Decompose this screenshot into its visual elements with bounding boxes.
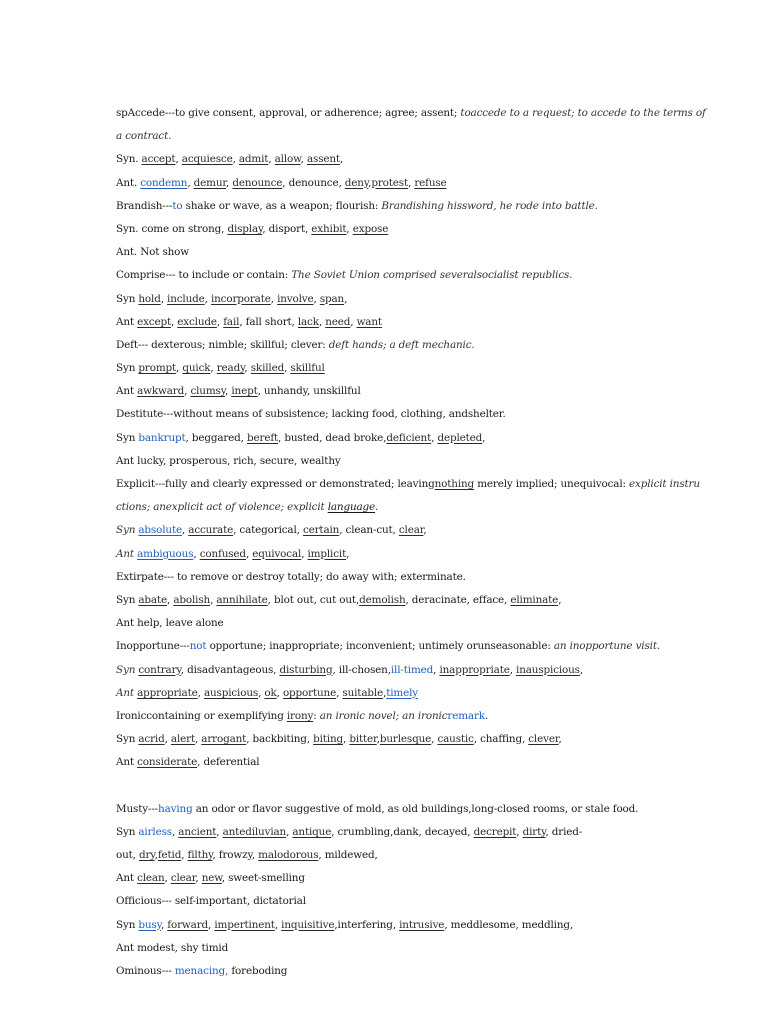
text-line <box>116 890 656 913</box>
text: , fall short, <box>239 315 298 328</box>
styled-text: inquisitive <box>281 918 335 931</box>
text: out, <box>116 849 139 861</box>
text-line <box>116 148 656 171</box>
text: Syn <box>116 431 139 444</box>
text: , busted, dead broke, <box>278 431 387 444</box>
text: Ant help, leave alone <box>116 617 224 630</box>
text: , <box>245 547 253 560</box>
styled-text: accurate <box>188 524 234 537</box>
text-line <box>116 496 656 519</box>
styled-text: accept <box>141 153 176 166</box>
text: , <box>154 849 158 861</box>
styled-text: appropriate <box>137 686 198 699</box>
text: Ant <box>116 756 138 769</box>
styled-text: The Soviet Union comprised severalsocialist republics. <box>291 269 573 282</box>
styled-text: except <box>137 315 171 328</box>
text: Syn <box>116 825 139 838</box>
styled-text: malodorous <box>258 849 319 861</box>
styled-text: Ant <box>116 547 134 560</box>
styled-text: need <box>325 315 351 328</box>
text: , <box>284 362 291 375</box>
styled-text: disturbing <box>279 663 333 676</box>
styled-text: deft hands; a deft mechanic. <box>328 338 475 351</box>
text: an odor or flavor suggestive of mold, as old buildings,long-closed rooms, or stale food. <box>192 802 639 815</box>
styled-text: inept <box>231 385 258 398</box>
text: , <box>350 315 357 328</box>
text: , <box>376 733 380 746</box>
text-line <box>116 728 656 751</box>
text: Deft--- dexterous; nimble; skillful; clever: <box>116 338 329 351</box>
styled-text: admit <box>238 153 269 166</box>
text: , <box>300 153 307 166</box>
text: , <box>276 686 283 699</box>
styled-text: denounce <box>232 176 283 189</box>
text-line <box>116 612 656 635</box>
styled-text: implicit <box>307 547 347 560</box>
styled-text: arrogant <box>201 733 247 746</box>
text: , <box>160 292 168 305</box>
text: , <box>167 593 174 606</box>
text-line <box>116 659 656 682</box>
styled-text: bereft <box>247 431 279 444</box>
styled-text: quick <box>182 362 211 375</box>
styled-text: ready <box>216 362 245 375</box>
text-line <box>116 450 656 473</box>
text: , sweet-smelling <box>221 872 305 885</box>
styled-text: nothing <box>434 478 475 490</box>
text: , meddlesome, meddling, <box>444 918 574 931</box>
text: , disport, <box>262 222 312 235</box>
text-line <box>116 172 656 195</box>
text: Inopportune--- <box>116 640 190 653</box>
styled-text: confused <box>199 547 246 560</box>
styled-text: an inopportune visit. <box>553 640 661 653</box>
styled-text: an ironic novel; an ironic <box>319 709 448 722</box>
styled-text: ill-timed <box>390 663 434 676</box>
styled-text: explicit instru <box>629 478 700 490</box>
text: , <box>558 733 562 746</box>
styled-text: protest <box>371 176 408 189</box>
text-line <box>116 380 656 403</box>
text-line <box>116 334 656 357</box>
text: , deracinate, efface, <box>405 593 511 606</box>
text: foreboding <box>228 964 288 977</box>
styled-text: acrid <box>138 733 165 746</box>
text-line <box>116 914 656 937</box>
text: , <box>170 315 178 328</box>
styled-text: include <box>167 292 205 305</box>
styled-text: busy <box>138 918 161 931</box>
text: , <box>343 733 350 746</box>
styled-text: timely <box>386 686 419 699</box>
styled-text: certain <box>302 524 340 537</box>
styled-text: Syn <box>116 663 136 676</box>
styled-text: deficient <box>386 431 432 444</box>
styled-text: to <box>172 199 183 212</box>
text: , <box>274 918 282 931</box>
text: , <box>193 547 200 560</box>
styled-text: hold <box>138 292 161 305</box>
text: , chaffing, <box>473 733 529 746</box>
text: , ill-chosen, <box>332 663 391 676</box>
text: shake or wave, as a weapon; flourish: <box>182 199 382 212</box>
styled-text: remark <box>447 709 485 722</box>
document-body <box>116 102 706 983</box>
text: opportune; inappropriate; inconvenient; untimely orunseasonable: <box>206 640 554 653</box>
styled-text: decrepit <box>473 825 517 838</box>
styled-text: clear <box>398 524 424 537</box>
styled-text: abate <box>138 593 168 606</box>
text: , categorical, <box>233 524 303 537</box>
styled-text: clear <box>170 872 196 885</box>
text: , disadvantageous, <box>180 663 280 676</box>
text: , <box>516 825 523 838</box>
text: , dried- <box>545 825 583 838</box>
text: Destitute---without means of subsistence; lacking food, clothing, andshelter. <box>116 408 506 421</box>
text: , <box>164 872 171 885</box>
text: , <box>346 222 353 235</box>
styled-text: fetid <box>157 849 182 861</box>
styled-text: demur <box>193 176 227 189</box>
text: Syn <box>116 593 139 606</box>
styled-text: assent <box>306 153 340 166</box>
text-line <box>116 867 656 890</box>
text: Ant modest, shy timid <box>116 941 229 954</box>
styled-text: a contract. <box>116 130 172 143</box>
styled-text: impertinent <box>214 918 275 931</box>
text: , <box>195 872 202 885</box>
text: Syn <box>116 292 139 305</box>
text-line <box>116 125 656 148</box>
text-line <box>116 357 656 380</box>
styled-text: auspicious <box>203 686 259 699</box>
blank-line <box>116 774 656 797</box>
styled-text: lack <box>297 315 319 328</box>
styled-text: clean <box>137 872 165 885</box>
text: merely implied; unequivocal: <box>474 478 630 490</box>
styled-text: annihilate <box>216 593 268 606</box>
text: , <box>181 524 189 537</box>
text: , <box>431 431 438 444</box>
styled-text: clumsy <box>190 385 226 398</box>
text: , <box>368 176 372 189</box>
text-line <box>116 543 656 566</box>
styled-text: ctions; anexplicit act of violence; explicit <box>116 501 328 514</box>
text: Ant <box>116 315 138 328</box>
text: , <box>346 547 350 560</box>
text-line <box>116 311 656 334</box>
text: , <box>286 825 293 838</box>
styled-text: incorporate <box>210 292 271 305</box>
styled-text: caustic <box>437 733 474 746</box>
text: , <box>225 385 232 398</box>
text: Ant. <box>116 176 141 189</box>
text: , deferential <box>197 756 260 769</box>
text: ,interfering, <box>334 918 400 931</box>
styled-text: refuse <box>414 176 447 189</box>
text: , <box>383 686 387 699</box>
text: , <box>197 686 204 699</box>
text-line <box>116 705 656 728</box>
text: , beggared, <box>185 431 247 444</box>
text: , <box>204 292 211 305</box>
text-line <box>116 195 656 218</box>
text: Ironiccontaining or exemplifying <box>116 709 287 722</box>
styled-text: absolute <box>138 524 182 537</box>
styled-text: prompt <box>138 362 177 375</box>
text: Officious--- self-important, dictatorial <box>116 895 306 908</box>
styled-text: opportune <box>282 686 337 699</box>
styled-text: toaccede to a request; to accede to the terms of <box>460 107 706 119</box>
styled-text: display <box>227 222 263 235</box>
text: , <box>210 593 217 606</box>
styled-text: ok <box>264 686 277 699</box>
styled-text: eliminate <box>510 593 559 606</box>
styled-text: exhibit <box>311 222 347 235</box>
text: Comprise--- to include or contain: <box>116 269 292 282</box>
text: , <box>339 153 344 166</box>
text: , <box>160 918 168 931</box>
text: , backbiting, <box>246 733 314 746</box>
styled-text: dry <box>138 849 155 861</box>
styled-text: inappropriate <box>439 663 510 676</box>
text-line <box>116 102 706 125</box>
styled-text: dirty <box>522 825 546 838</box>
text: , <box>318 315 326 328</box>
text-line <box>116 682 656 705</box>
text: , <box>176 362 183 375</box>
styled-text: intrusive <box>399 918 445 931</box>
styled-text: expose <box>352 222 389 235</box>
styled-text: deny <box>344 176 369 189</box>
text: , <box>216 825 223 838</box>
text-line <box>116 519 656 542</box>
styled-text: depleted <box>437 431 483 444</box>
styled-text: bankrupt <box>138 431 186 444</box>
text: , <box>194 733 202 746</box>
styled-text: abolish <box>173 593 211 606</box>
text: , <box>313 292 320 305</box>
text: , blot out, cut out, <box>267 593 360 606</box>
styled-text: condemn <box>140 176 188 189</box>
text: , <box>232 153 239 166</box>
styled-text: not <box>189 640 207 653</box>
styled-text: allow <box>274 153 301 166</box>
text-line <box>116 264 656 287</box>
styled-text: biting <box>313 733 344 746</box>
text-line <box>116 403 656 426</box>
text: , <box>216 315 224 328</box>
text: , <box>208 918 215 931</box>
text: , <box>482 431 486 444</box>
text: , <box>579 663 584 676</box>
text: Syn <box>116 918 139 931</box>
text: , denounce, <box>282 176 345 189</box>
styled-text: language <box>327 501 376 514</box>
text: , <box>344 292 348 305</box>
text-line <box>116 566 656 589</box>
text: Brandish--- <box>116 199 173 212</box>
text-line <box>116 821 656 844</box>
styled-text: Syn <box>116 524 136 537</box>
styled-text: span <box>319 292 345 305</box>
text-line <box>116 288 656 311</box>
text-line <box>116 635 661 658</box>
text: , <box>184 385 191 398</box>
text: , <box>181 849 188 861</box>
text: , <box>268 153 275 166</box>
text: , <box>244 362 251 375</box>
styled-text: irony <box>286 709 314 722</box>
styled-text: skillful <box>290 362 325 375</box>
text-line <box>116 844 656 867</box>
styled-text: want <box>356 315 382 328</box>
text-line <box>116 937 656 960</box>
text: Syn <box>116 362 139 375</box>
styled-text: equivocal <box>252 547 302 560</box>
text: : <box>313 709 320 722</box>
styled-text: exclude <box>177 315 217 328</box>
text-line <box>116 751 656 774</box>
styled-text: filthy <box>187 849 213 861</box>
text-line <box>116 960 656 983</box>
styled-text: antique <box>292 825 332 838</box>
text: , <box>175 153 182 166</box>
text: Syn. come on strong, <box>116 222 228 235</box>
styled-text: menacing, <box>174 964 229 977</box>
text: Ant <box>116 872 138 885</box>
styled-text: involve <box>277 292 314 305</box>
styled-text: demolish <box>359 593 406 606</box>
text: , <box>270 292 278 305</box>
text: Ant lucky, prosperous, rich, secure, wealthy <box>116 454 341 467</box>
text: , <box>187 176 194 189</box>
text: , mildewed, <box>318 849 378 861</box>
text: Ominous--- <box>116 964 175 977</box>
text: , unhandy, unskillful <box>257 385 361 398</box>
text-line <box>116 589 656 612</box>
text-line <box>116 798 656 821</box>
text: , <box>164 733 171 746</box>
text-line <box>116 241 656 264</box>
styled-text: new <box>201 872 222 885</box>
styled-text: antediluvian <box>222 825 287 838</box>
styled-text: airless <box>138 825 172 838</box>
styled-text: Ant <box>116 686 134 699</box>
text: , <box>210 362 217 375</box>
text: Musty--- <box>116 802 159 815</box>
styled-text: fail <box>223 315 240 328</box>
text: , <box>258 686 265 699</box>
text: Syn. <box>116 153 142 166</box>
text-line <box>116 473 700 496</box>
text: , clean-cut, <box>339 524 399 537</box>
text: , <box>408 176 415 189</box>
styled-text: acquiesce <box>181 153 233 166</box>
text: , <box>509 663 517 676</box>
styled-text: Brandishing hissword, he rode into battle. <box>381 199 598 212</box>
styled-text: considerate <box>137 756 198 769</box>
styled-text: forward <box>167 918 209 931</box>
text: Ant <box>116 385 138 398</box>
text: , frowzy, <box>212 849 259 861</box>
text-line <box>116 427 656 450</box>
text: , <box>301 547 308 560</box>
styled-text: ancient <box>178 825 217 838</box>
text: Syn <box>116 733 139 746</box>
styled-text: ambiguous <box>137 547 194 560</box>
text: Explicit---fully and clearly expressed or demonstrated; leaving <box>116 478 435 490</box>
styled-text: skilled <box>250 362 285 375</box>
styled-text: suitable <box>342 686 384 699</box>
styled-text: awkward <box>137 385 185 398</box>
styled-text: having <box>158 802 193 815</box>
styled-text: inauspicious <box>516 663 580 676</box>
text: spAccede---to give consent, approval, or adherence; agree; assent; <box>116 107 461 119</box>
styled-text: . <box>375 501 379 514</box>
text: . <box>484 709 489 722</box>
text: , <box>558 593 562 606</box>
text: , <box>226 176 233 189</box>
text: , crumbling,dank, decayed, <box>331 825 474 838</box>
styled-text: bitter <box>349 733 377 746</box>
styled-text: contrary <box>138 663 181 676</box>
text: , <box>433 663 440 676</box>
text: , <box>171 825 179 838</box>
styled-text: burlesque <box>379 733 432 746</box>
text-line <box>116 218 656 241</box>
text: Extirpate--- to remove or destroy totally; do away with; exterminate. <box>116 570 466 583</box>
text: , <box>423 524 427 537</box>
styled-text: clever <box>528 733 559 746</box>
text: , <box>336 686 343 699</box>
text: Ant. Not show <box>116 246 190 259</box>
text: , <box>431 733 438 746</box>
styled-text: alert <box>170 733 195 746</box>
